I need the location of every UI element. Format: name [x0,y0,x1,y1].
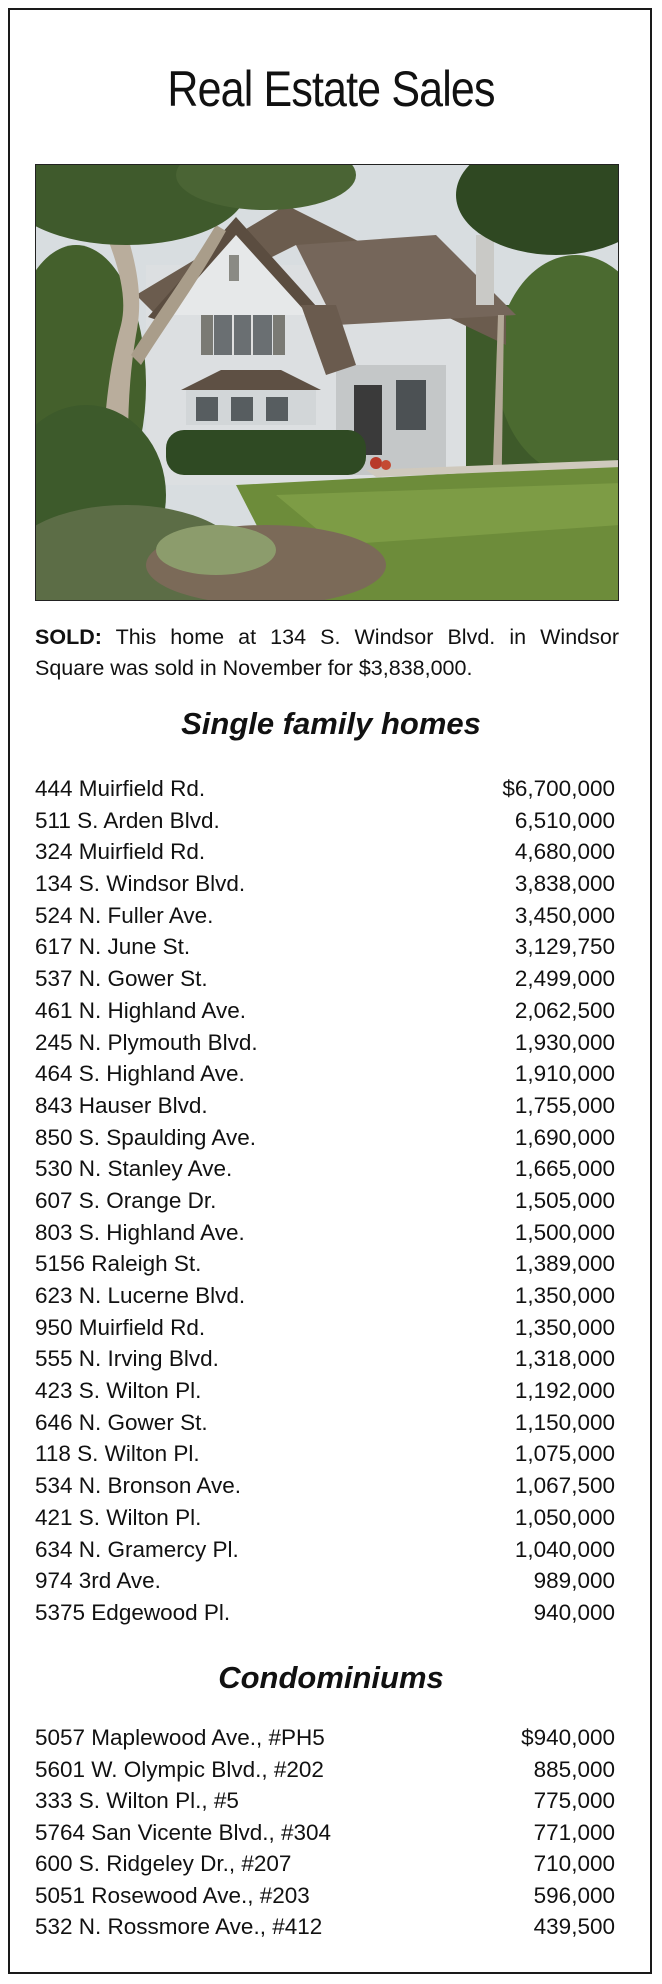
sale-price: 1,350,000 [514,1314,615,1340]
sale-price: 1,040,000 [514,1536,615,1562]
address: 537 N. Gower St. [35,966,208,992]
sale-price: 1,350,000 [514,1283,615,1308]
single-family-row [35,995,615,1027]
single-family-row [35,1438,615,1470]
single-family-row [35,1375,615,1407]
condominium-row [35,1722,615,1754]
address: 617 N. June St. [35,934,191,960]
address: 600 S. Ridgeley Dr., #207 [35,1851,292,1876]
page-title: Real Estate Sales [167,61,495,117]
address: 646 N. Gower St. [35,1409,208,1435]
caption-text: This home at 134 S. Windsor Blvd. in Windsor Square was sold in November for $3,838,000. [35,625,619,680]
sale-price: 3,838,000 [514,871,615,897]
single-family-row [35,1343,615,1375]
address: 5051 Rosewood Ave., #203 [35,1882,310,1908]
condominiums-heading: Condominiums [218,1660,444,1695]
sale-price: 940,000 [533,1599,615,1625]
address: 530 N. Stanley Ave. [35,1156,233,1182]
single-family-list [35,773,615,1629]
address: 333 S. Wilton Pl., #5 [35,1788,239,1813]
single-family-row [35,1534,615,1566]
address: 5057 Maplewood Ave., #PH5 [35,1725,325,1750]
sale-price: $6,700,000 [502,776,615,801]
house-photo [35,164,619,601]
address: 5764 San Vicente Blvd., #304 [35,1819,332,1845]
address: 534 N. Bronson Ave. [35,1473,241,1499]
single-family-row [35,1248,615,1280]
sale-price: 1,318,000 [514,1346,615,1372]
address: 623 N. Lucerne Blvd. [35,1283,246,1308]
sale-price: 2,062,500 [514,997,615,1023]
sale-price: 710,000 [533,1851,615,1876]
sale-price: 1,910,000 [514,1061,615,1087]
sale-price: 1,505,000 [514,1187,615,1213]
address: 444 Muirfield Rd. [35,776,206,801]
address: 421 S. Wilton Pl. [35,1504,202,1530]
condominium-row [35,1785,615,1817]
address: 134 S. Windsor Blvd. [35,871,246,897]
sale-price: $940,000 [521,1725,615,1750]
sale-price: 771,000 [533,1819,615,1845]
sale-price: 1,150,000 [514,1409,615,1435]
address: 850 S. Spaulding Ave. [35,1124,257,1150]
sale-price: 1,067,500 [514,1473,615,1499]
single-family-row [35,963,615,995]
single-family-row [35,900,615,932]
single-family-row [35,1597,615,1629]
condominium-row [35,1817,615,1849]
sale-price: 1,192,000 [514,1378,615,1404]
address: 5375 Edgewood Pl. [35,1599,231,1625]
condominiums-list [35,1722,615,1943]
address: 324 Muirfield Rd. [35,839,206,865]
condominium-row [35,1754,615,1786]
single-family-row [35,1153,615,1185]
sale-price: 775,000 [533,1788,615,1813]
address: 423 S. Wilton Pl. [35,1378,202,1404]
single-family-row [35,773,615,805]
sale-price: 1,665,000 [514,1156,615,1182]
single-family-row [35,836,615,868]
single-family-row [35,868,615,900]
address: 511 S. Arden Blvd. [35,807,220,833]
single-family-row [35,1122,615,1154]
single-family-row [35,1090,615,1122]
condominium-row [35,1911,615,1943]
sale-price: 3,129,750 [514,934,615,960]
single-family-row [35,1470,615,1502]
address: 532 N. Rossmore Ave., #412 [35,1914,323,1939]
address: 5601 W. Olympic Blvd., #202 [35,1756,324,1782]
single-family-row [35,1407,615,1439]
caption-lead: SOLD: [35,625,102,649]
single-family-row [35,1502,615,1534]
single-family-row [35,805,615,837]
single-family-row [35,931,615,963]
address: 607 S. Orange Dr. [35,1187,217,1213]
single-family-row [35,1185,615,1217]
sale-price: 1,690,000 [514,1124,615,1150]
condominium-row [35,1848,615,1880]
photo-caption [35,622,619,684]
address: 461 N. Highland Ave. [35,997,246,1023]
sale-price: 989,000 [533,1568,615,1594]
address: 118 S. Wilton Pl. [35,1441,200,1467]
single-family-row [35,1312,615,1344]
single-family-row [35,1565,615,1597]
sale-price: 1,050,000 [514,1504,615,1530]
single-family-row [35,1058,615,1090]
address: 245 N. Plymouth Blvd. [35,1029,258,1055]
address: 974 3rd Ave. [35,1568,161,1594]
sale-price: 3,450,000 [514,902,615,928]
sale-price: 1,500,000 [514,1219,615,1245]
condominium-row [35,1880,615,1912]
sale-price: 1,389,000 [514,1251,615,1277]
address: 843 Hauser Blvd. [35,1092,208,1118]
sale-price: 2,499,000 [514,966,615,992]
sale-price: 1,930,000 [514,1029,615,1055]
single-family-heading: Single family homes [181,706,481,741]
sale-price: 885,000 [533,1756,615,1782]
sale-price: 6,510,000 [514,807,615,833]
address: 634 N. Gramercy Pl. [35,1536,239,1562]
address: 803 S. Highland Ave. [35,1219,245,1245]
sale-price: 1,075,000 [514,1441,615,1467]
address: 464 S. Highland Ave. [35,1061,245,1087]
single-family-row [35,1027,615,1059]
address: 555 N. Irving Blvd. [35,1346,219,1372]
sale-price: 1,755,000 [514,1092,615,1118]
sale-price: 4,680,000 [514,839,615,865]
address: 5156 Raleigh St. [35,1251,202,1277]
address: 950 Muirfield Rd. [35,1314,206,1340]
sale-price: 439,500 [533,1914,615,1939]
address: 524 N. Fuller Ave. [35,902,214,928]
single-family-row [35,1280,615,1312]
single-family-row [35,1217,615,1249]
sale-price: 596,000 [533,1882,615,1908]
